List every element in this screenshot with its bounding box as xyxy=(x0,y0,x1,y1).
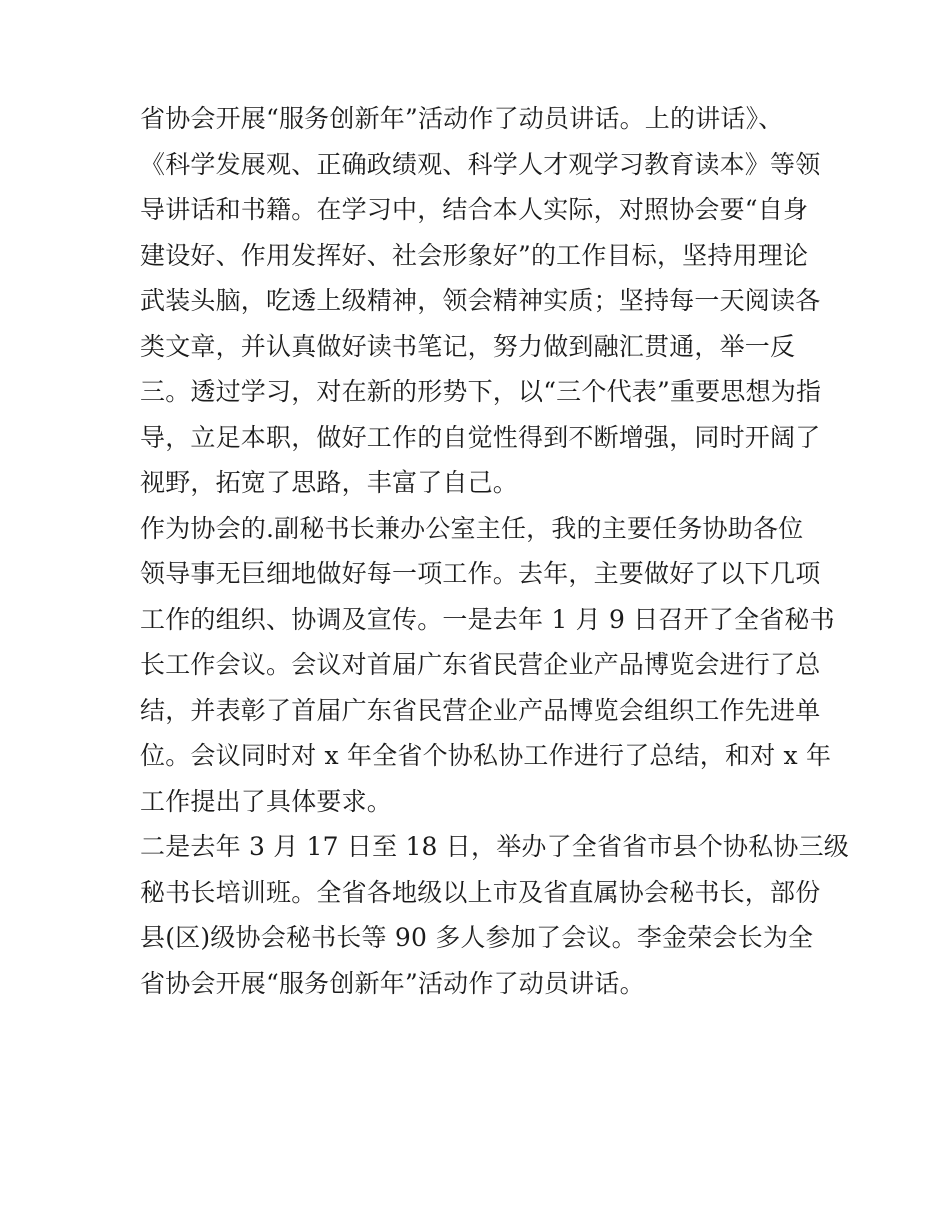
text-line: 结，并表彰了首届广东省民营企业产品博览会组织工作先进单 xyxy=(140,695,821,725)
text-line: 省协会开展“服务创新年”活动作了动员讲话。 xyxy=(140,968,645,998)
text-line: 长工作会议。会议对首届广东省民营企业产品博览会进行了总 xyxy=(140,650,821,679)
text-line: 三。透过学习，对在新的形势下，以“三个代表”重要思想为指 xyxy=(140,377,822,406)
text-line: 导，立足本职，做好工作的自觉性得到不断增强，同时开阔了 xyxy=(140,422,821,452)
text-line: 县(区)级协会秘书长等 90 多人参加了会议。李金荣会长为全 xyxy=(140,923,814,952)
text-line: 工作提出了具体要求。 xyxy=(140,786,393,816)
paragraph-2 xyxy=(140,506,835,825)
paragraph-1 xyxy=(140,96,830,506)
text-line: 类文章，并认真做好读书笔记，努力做到融汇贯通，举一反 xyxy=(140,331,796,361)
text-line: 秘书长培训班。全省各地级以上市及省直属协会秘书长，部份 xyxy=(140,877,821,907)
text-line: 导讲话和书籍。在学习中，结合本人实际，对照协会要“自身 xyxy=(140,195,809,224)
text-line: 视野，拓宽了思路，丰富了自己。 xyxy=(140,468,519,497)
text-line: 省协会开展“服务创新年”活动作了动员讲话。上的讲话》、 xyxy=(140,104,784,133)
text-line: 武装头脑，吃透上级精神，领会精神实质；坚持每一天阅读各 xyxy=(140,286,821,315)
text-line: 作为协会的.副秘书长兼办公室主任，我的主要任务协助各位 xyxy=(140,513,804,543)
text-line: 《科学发展观、正确政绩观、科学人才观学习教育读本》等领 xyxy=(140,149,821,179)
paragraph-3 xyxy=(140,824,850,1006)
document-body xyxy=(140,96,850,1006)
text-line: 位。会议同时对 x 年全省个协私协工作进行了总结，和对 x 年 xyxy=(140,741,832,770)
text-line: 领导事无巨细地做好每一项工作。去年，主要做好了以下几项 xyxy=(140,559,821,588)
text-line: 二是去年 3 月 17 日至 18 日，举办了全省省市县个协私协三级 xyxy=(140,832,850,861)
text-line: 工作的组织、协调及宣传。一是去年 1 月 9 日召开了全省秘书 xyxy=(140,604,835,634)
text-line: 建设好、作用发挥好、社会形象好”的工作目标，坚持用理论 xyxy=(140,240,809,270)
